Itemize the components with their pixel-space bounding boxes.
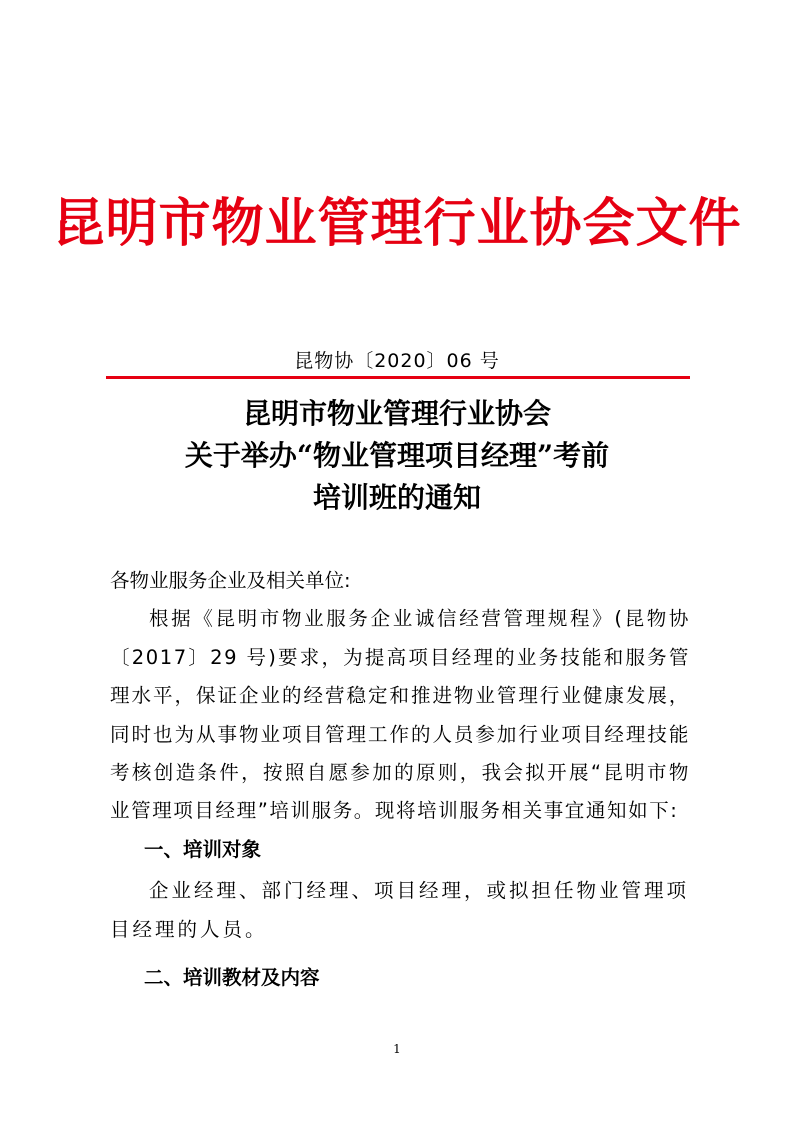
salutation: 各物业服务企业及相关单位: <box>110 569 351 592</box>
title-line-3: 培训班的通知 <box>312 481 481 514</box>
red-divider-rule <box>106 376 690 379</box>
masthead-title: 昆明市物业管理行业协会文件 <box>52 193 742 254</box>
document-body <box>110 562 690 997</box>
paragraph-trainees: 企业经理、部门经理、项目经理，或拟担任物业管理项目经理的人员。 <box>110 879 690 941</box>
section-heading-1: 一、培训对象 <box>144 837 262 861</box>
title-line-1: 昆明市物业管理行业协会 <box>242 397 551 430</box>
section-heading-2: 二、培训教材及内容 <box>144 966 320 990</box>
page-number: 1 <box>393 1042 401 1056</box>
title-line-2: 关于举办“物业管理项目经理”考前 <box>184 439 610 472</box>
notice-title <box>0 393 794 519</box>
document-number: 昆物协〔2020〕06 号 <box>294 350 500 372</box>
paragraph-intro: 根据《昆明市物业服务企业诚信经营管理规程》(昆物协〔2017〕29 号)要求，为提高项目经理的业务技能和服务管理水平，保证企业的经营稳定和推进物业管理行业健康发展，同时也为从事物业项目管理工作的人员参加行业项目经理技能考核创造条件，按照自愿参加的原则，我会拟开展“昆明市物业管理项目经理”培训服务。现将培训服务相关事宜通知如下: <box>110 607 690 823</box>
